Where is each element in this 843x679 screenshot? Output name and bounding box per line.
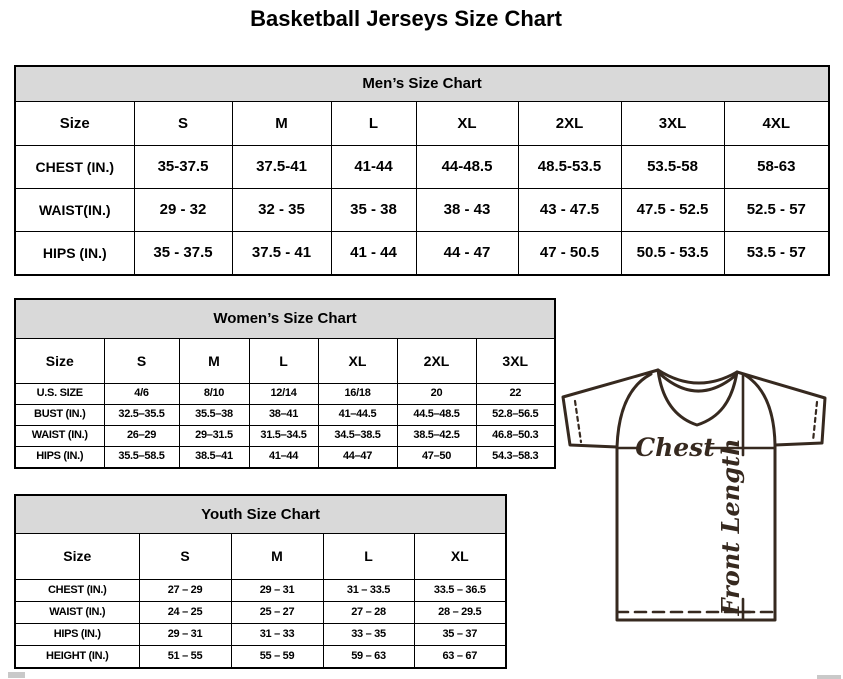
youth-value-cell-3-3: 63 – 67 [414,646,506,669]
youth-value-cell-1-1: 25 – 27 [231,602,323,624]
youth-value-cell-3-0: 51 – 55 [139,646,231,669]
jersey-outline-shape [563,370,825,620]
page-title: Basketball Jerseys Size Chart [250,6,562,31]
mens-size-col-5: 3XL [621,102,724,146]
womens-size-col-0: S [104,339,179,384]
youth-value-cell-1-2: 27 – 28 [323,602,414,624]
womens-value-cell-0-5: 22 [476,384,555,405]
womens-size-col-5: 3XL [476,339,555,384]
youth-row-label-1: WAIST (IN.) [15,602,139,624]
womens-value-cell-0-0: 4/6 [104,384,179,405]
mens-row-label-0: CHEST (IN.) [15,146,134,189]
womens-size-chart-table [14,298,556,469]
youth-value-cell-0-1: 29 – 31 [231,580,323,602]
womens-value-cell-0-2: 12/14 [249,384,318,405]
mens-value-cell-2-4: 47 - 50.5 [518,232,621,276]
mens-value-cell-1-1: 32 - 35 [232,189,331,232]
youth-value-cell-2-1: 31 – 33 [231,624,323,646]
womens-value-cell-1-0: 32.5–35.5 [104,405,179,426]
mens-value-cell-2-0: 35 - 37.5 [134,232,232,276]
womens-size-corner-label: Size [15,339,104,384]
youth-table-row [15,624,506,646]
youth-value-cell-2-3: 35 – 37 [414,624,506,646]
mens-value-cell-2-3: 44 - 47 [416,232,518,276]
mens-table-row [15,232,829,276]
mens-size-col-4: 2XL [518,102,621,146]
womens-value-cell-2-5: 46.8–50.3 [476,426,555,447]
youth-row-label-0: CHEST (IN.) [15,580,139,602]
youth-size-col-1: M [231,534,323,580]
womens-value-cell-3-0: 35.5–58.5 [104,447,179,469]
womens-value-cell-1-3: 41–44.5 [318,405,397,426]
womens-value-cell-3-4: 47–50 [397,447,476,469]
mens-value-cell-0-2: 41-44 [331,146,416,189]
womens-size-col-2: L [249,339,318,384]
mens-value-cell-0-3: 44-48.5 [416,146,518,189]
womens-row-label-0: U.S. SIZE [15,384,104,405]
youth-value-cell-1-0: 24 – 25 [139,602,231,624]
mens-value-cell-2-5: 50.5 - 53.5 [621,232,724,276]
mens-value-cell-2-1: 37.5 - 41 [232,232,331,276]
womens-value-cell-1-4: 44.5–48.5 [397,405,476,426]
youth-value-cell-3-2: 59 – 63 [323,646,414,669]
womens-table-row [15,447,555,469]
mens-value-cell-2-2: 41 - 44 [331,232,416,276]
youth-value-cell-0-3: 33.5 – 36.5 [414,580,506,602]
youth-size-col-0: S [139,534,231,580]
mens-size-corner-label: Size [15,102,134,146]
womens-value-cell-1-5: 52.8–56.5 [476,405,555,426]
mens-value-cell-1-5: 47.5 - 52.5 [621,189,724,232]
mens-chart-title: Men’s Size Chart [15,66,829,102]
mens-table-row [15,146,829,189]
mens-size-col-0: S [134,102,232,146]
womens-value-cell-2-1: 29–31.5 [179,426,249,447]
mens-value-cell-0-4: 48.5-53.5 [518,146,621,189]
mens-table-row [15,189,829,232]
youth-row-label-3: HEIGHT (IN.) [15,646,139,669]
mens-value-cell-1-0: 29 - 32 [134,189,232,232]
jersey-diagram [555,355,843,645]
mens-size-col-3: XL [416,102,518,146]
womens-value-cell-1-2: 38–41 [249,405,318,426]
mens-size-col-6: 4XL [724,102,829,146]
youth-row-label-2: HIPS (IN.) [15,624,139,646]
youth-value-cell-3-1: 55 – 59 [231,646,323,669]
womens-value-cell-3-5: 54.3–58.3 [476,447,555,469]
mens-size-col-1: M [232,102,331,146]
womens-value-cell-0-4: 20 [397,384,476,405]
womens-value-cell-2-3: 34.5–38.5 [318,426,397,447]
youth-value-cell-0-0: 27 – 29 [139,580,231,602]
mens-value-cell-0-5: 53.5-58 [621,146,724,189]
womens-value-cell-0-3: 16/18 [318,384,397,405]
womens-table-row [15,384,555,405]
cropped-ui-fragment-left [8,672,25,678]
womens-chart-title: Women’s Size Chart [15,299,555,339]
womens-table-row [15,426,555,447]
youth-chart-title: Youth Size Chart [15,495,506,534]
womens-size-col-4: 2XL [397,339,476,384]
mens-value-cell-1-3: 38 - 43 [416,189,518,232]
womens-size-col-3: XL [318,339,397,384]
womens-value-cell-0-1: 8/10 [179,384,249,405]
youth-value-cell-2-2: 33 – 35 [323,624,414,646]
mens-value-cell-1-4: 43 - 47.5 [518,189,621,232]
mens-value-cell-0-6: 58-63 [724,146,829,189]
womens-row-label-2: WAIST (IN.) [15,426,104,447]
womens-value-cell-2-4: 38.5–42.5 [397,426,476,447]
mens-size-chart-table [14,65,830,276]
mens-row-label-1: WAIST(IN.) [15,189,134,232]
cropped-ui-fragment-right [817,675,841,679]
mens-row-label-2: HIPS (IN.) [15,232,134,276]
womens-value-cell-2-0: 26–29 [104,426,179,447]
womens-table-row [15,405,555,426]
womens-value-cell-3-1: 38.5–41 [179,447,249,469]
womens-value-cell-3-3: 44–47 [318,447,397,469]
mens-size-col-2: L [331,102,416,146]
mens-value-cell-1-2: 35 - 38 [331,189,416,232]
youth-value-cell-1-3: 28 – 29.5 [414,602,506,624]
chest-label: Chest [635,433,715,462]
womens-value-cell-1-1: 35.5–38 [179,405,249,426]
youth-value-cell-0-2: 31 – 33.5 [323,580,414,602]
youth-size-chart-table [14,494,507,669]
youth-size-corner-label: Size [15,534,139,580]
womens-size-col-1: M [179,339,249,384]
youth-value-cell-2-0: 29 – 31 [139,624,231,646]
womens-row-label-1: BUST (IN.) [15,405,104,426]
mens-value-cell-2-6: 53.5 - 57 [724,232,829,276]
mens-value-cell-1-6: 52.5 - 57 [724,189,829,232]
mens-value-cell-0-0: 35-37.5 [134,146,232,189]
womens-row-label-3: HIPS (IN.) [15,447,104,469]
youth-table-row [15,580,506,602]
youth-size-col-2: L [323,534,414,580]
front-length-label: Front Length [716,438,745,616]
womens-value-cell-3-2: 41–44 [249,447,318,469]
youth-size-col-3: XL [414,534,506,580]
mens-value-cell-0-1: 37.5-41 [232,146,331,189]
youth-table-row [15,646,506,669]
womens-value-cell-2-2: 31.5–34.5 [249,426,318,447]
youth-table-row [15,602,506,624]
